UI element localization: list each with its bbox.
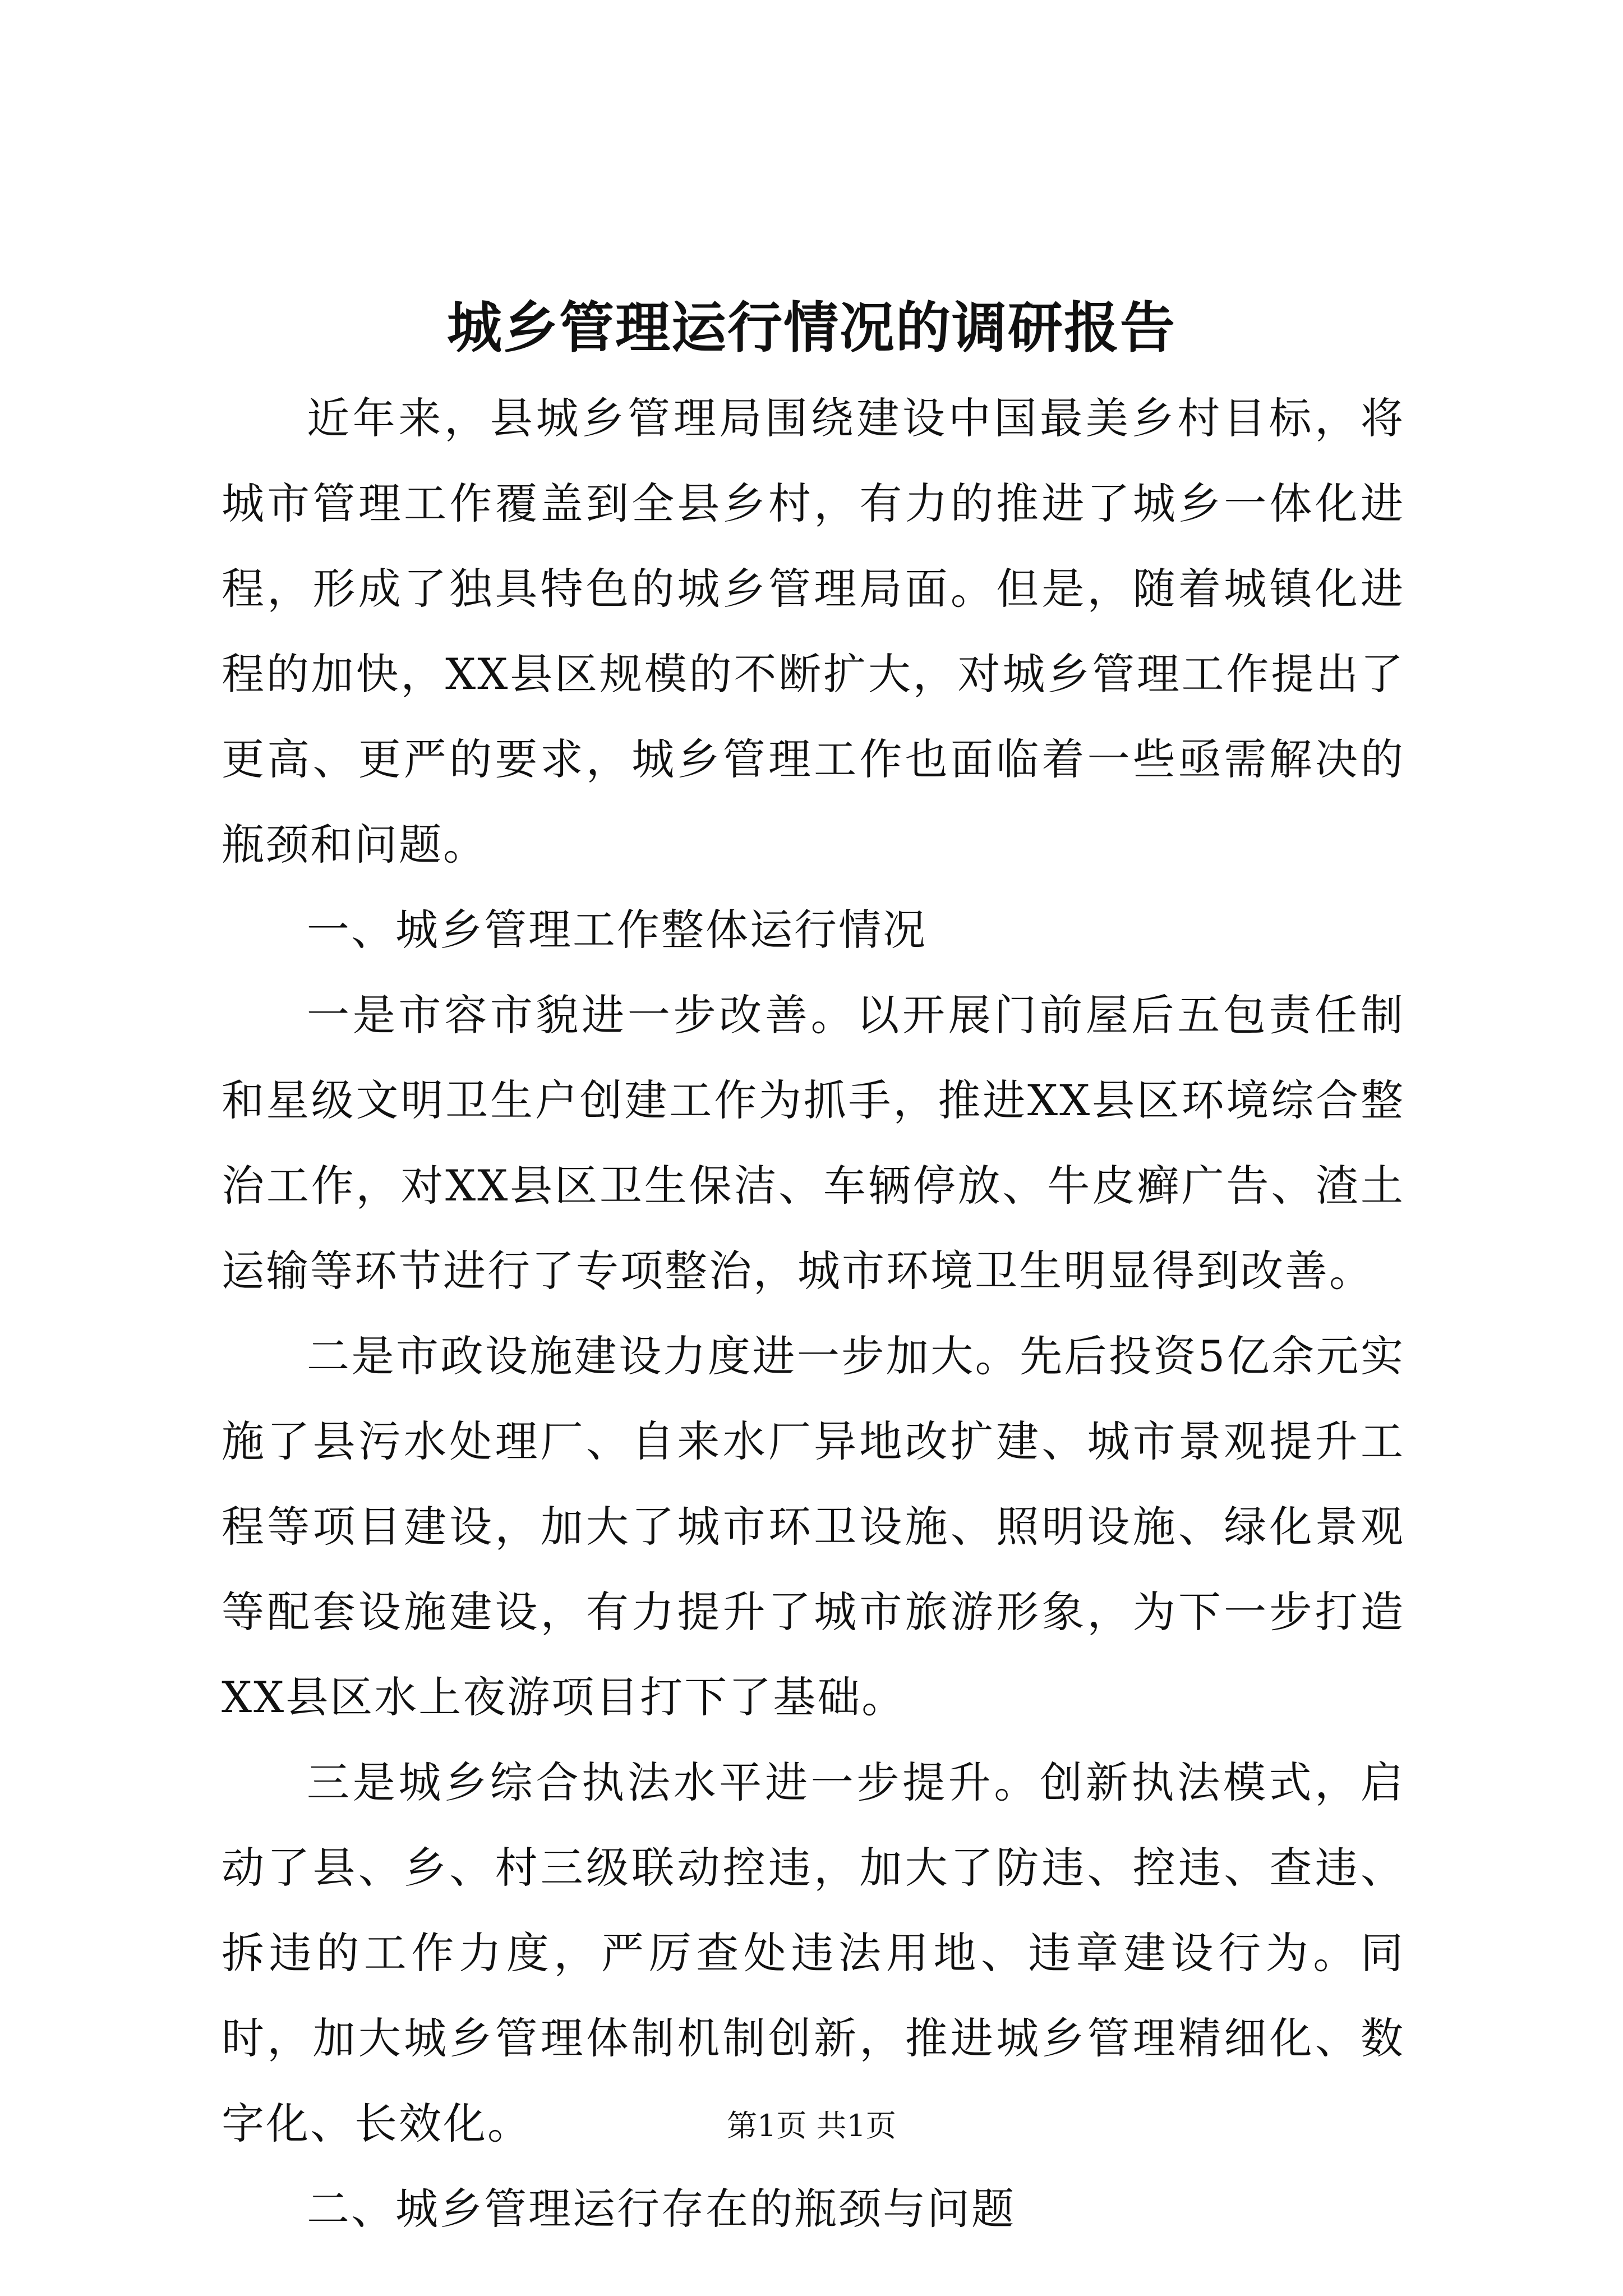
paragraph-point-2: 二是市政设施建设力度进一步加大。先后投资5亿余元实施了县污水处理厂、自来水厂异地改扩建、城市景观提升工程等项目建设，加大了城市环卫设施、照明设施、绿化景观等配套设施建设，有力提升了城市旅游形象，为下一步打造XX县区水上夜游项目打下了基础。 (222, 1331, 1405, 1722)
section-heading-2: 二、城乡管理运行存在的瓶颈与问题 (307, 2184, 1016, 2234)
paragraph-intro: 近年来，县城乡管理局围绕建设中国最美乡村目标，将城市管理工作覆盖到全县乡村，有力的推进了城乡一体化进程，形成了独具特色的城乡管理局面。但是，随着城镇化进程的加快，XX县区规模的不断扩大，对城乡管理工作提出了更高、更严的要求，城乡管理工作也面临着一些亟需解决的瓶颈和问题。 (222, 393, 1405, 869)
paragraph-point-3: 三是城乡综合执法水平进一步提升。创新执法模式，启动了县、乡、村三级联动控违，加大了防违、控违、查违、拆违的工作力度，严厉查处违法用地、违章建设行为。同时，加大城乡管理体制机制创新，推进城乡管理精细化、数字化、长效化。 (222, 1757, 1405, 2148)
paragraph-point-1: 一是市容市貌进一步改善。以开展门前屋后五包责任制和星级文明卫生户创建工作为抓手，推进XX县区环境综合整治工作，对XX县区卫生保洁、车辆停放、牛皮癣广告、渣土运输等环节进行了专项整治，城市环境卫生明显得到改善。 (222, 990, 1405, 1296)
document-body (222, 376, 1405, 2252)
document-title: 城乡管理运行情况的调研报告 (446, 296, 1176, 360)
page-footer: 第1页 共1页 (727, 2108, 896, 2143)
section-heading-1: 一、城乡管理工作整体运行情况 (307, 905, 927, 955)
